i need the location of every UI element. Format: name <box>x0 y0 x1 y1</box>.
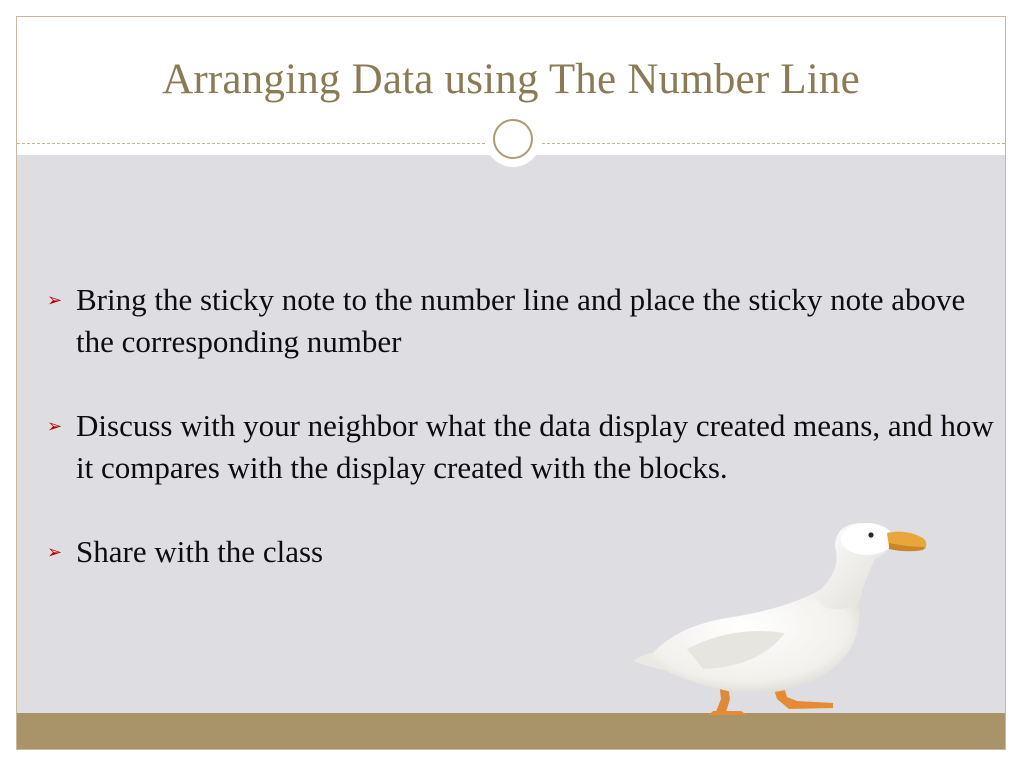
bullet-text: Bring the sticky note to the number line and place the sticky note above the corresponding number <box>76 282 966 359</box>
bullet-text: Discuss with your neighbor what the data display created means, and how it compares with the display created with the blocks. <box>76 408 994 485</box>
bullet-text: Share with the class <box>76 534 324 569</box>
arrow-bullet-icon: ➢ <box>47 290 63 310</box>
circle-ornament-icon <box>487 113 539 165</box>
slide-title: Arranging Data using The Number Line <box>162 56 860 103</box>
slide <box>16 16 1006 750</box>
arrow-bullet-icon: ➢ <box>47 542 63 562</box>
bullet-item <box>47 279 997 363</box>
arrow-bullet-icon: ➢ <box>47 416 63 436</box>
footer-bar <box>17 713 1005 749</box>
bullet-item <box>47 405 997 489</box>
duck-image <box>629 521 945 715</box>
